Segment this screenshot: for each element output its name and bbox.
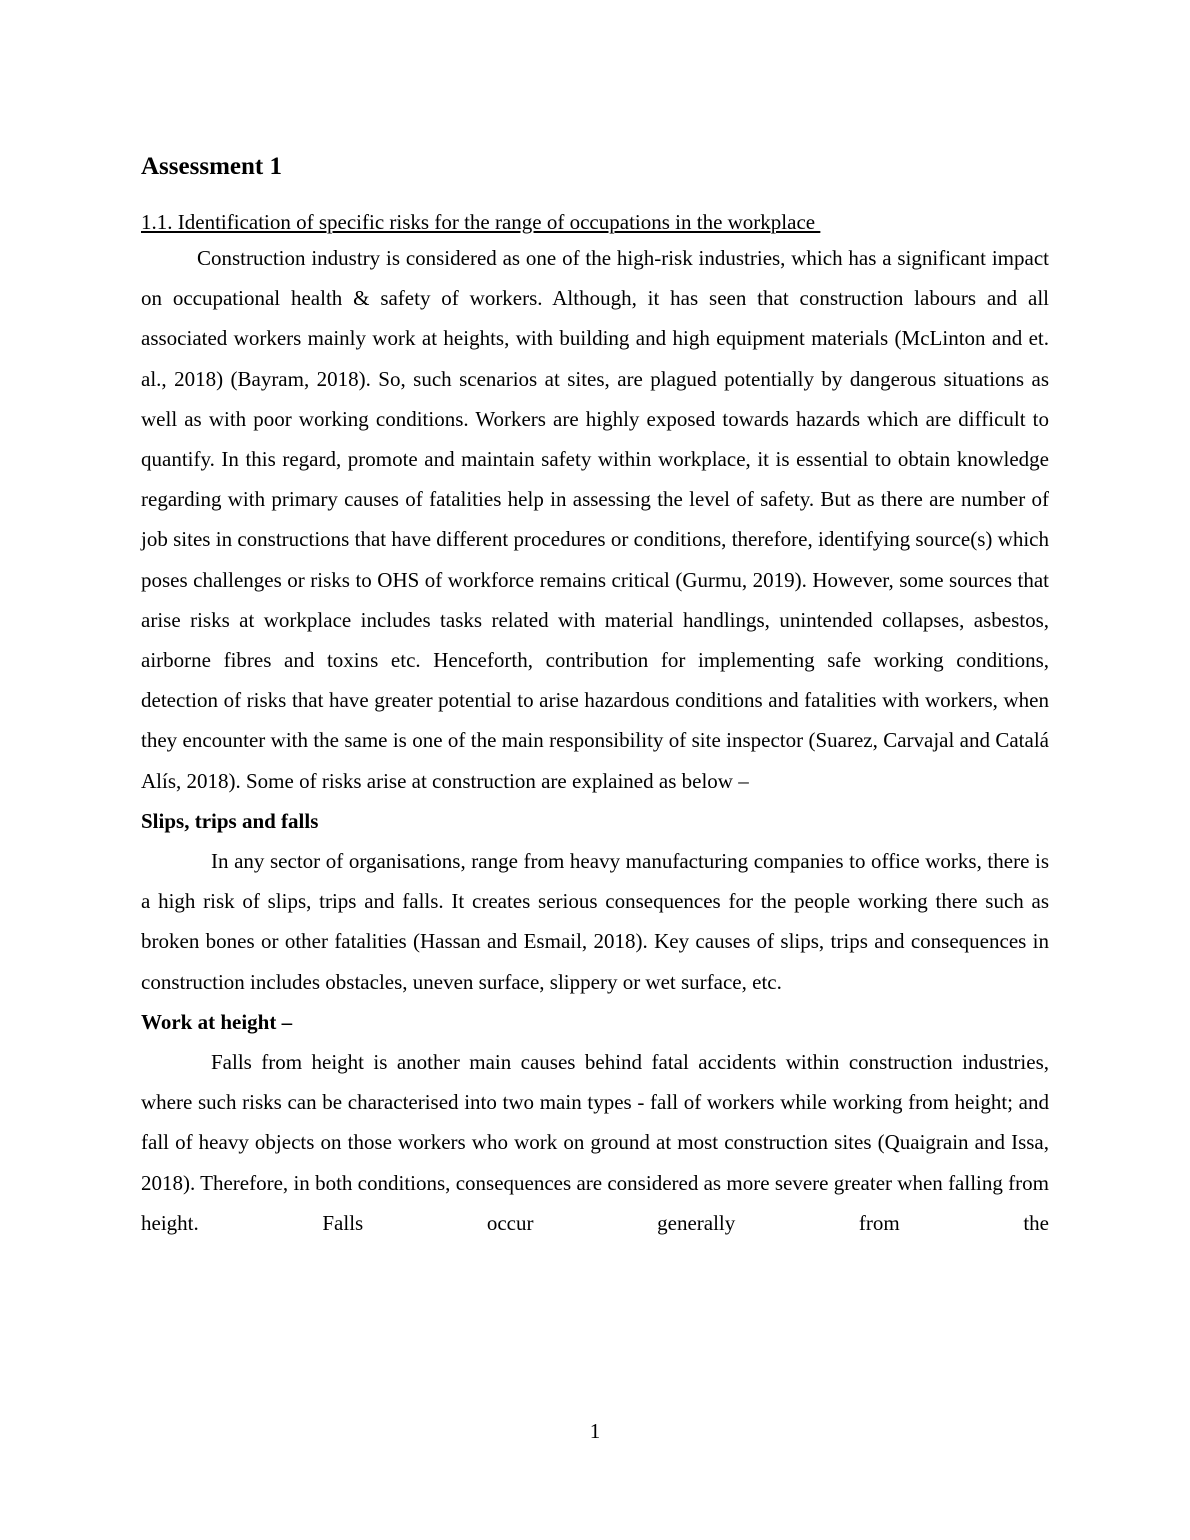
- page-content: [141, 150, 1049, 1243]
- work-at-height-paragraph: Falls from height is another main causes behind fatal accidents within construction industries, where such risks can be characterised into two main types - fall of workers while working from height; and fall of heavy objects on those workers who work on ground at most construction sites (Quaigrain and Issa, 2018). Therefore, in both conditions, consequences are considered as more severe greater when falling from height. Falls occur generally from the: [141, 1050, 1049, 1235]
- slips-trips-falls-paragraph: In any sector of organisations, range from heavy manufacturing companies to office works, there is a high risk of slips, trips and falls. It creates serious consequences for the people working there such as broken bones or other fatalities (Hassan and Esmail, 2018). Key causes of slips, trips and consequences in construction includes obstacles, uneven surface, slippery or wet surface, etc.: [141, 849, 1049, 994]
- intro-paragraph: Construction industry is considered as one of the high-risk industries, which has a significant impact on occupational health & safety of workers. Although, it has seen that construction labours and all associated workers mainly work at heights, with building and high equipment materials (McLinton and et. al., 2018) (Bayram, 2018). So, such scenarios at sites, are plagued potentially by dangerous situations as well as with poor working conditions. Workers are highly exposed towards hazards which are difficult to quantify. In this regard, promote and maintain safety within workplace, it is essential to obtain knowledge regarding with primary causes of fatalities help in assessing the level of safety. But as there are number of job sites in constructions that have different procedures or conditions, therefore, identifying source(s) which poses challenges or risks to OHS of workforce remains critical (Gurmu, 2019). However, some sources that arise risks at workplace includes tasks related with material handlings, unintended collapses, asbestos, airborne fibres and toxins etc. Henceforth, contribution for implementing safe working conditions, detection of risks that have greater potential to arise hazardous conditions and fatalities with workers, when they encounter with the same is one of the main responsibility of site inspector (Suarez, Carvajal and Catalá Alís, 2018). Some of risks arise at construction are explained as below –: [141, 246, 1049, 793]
- page-number: 1: [589, 1419, 601, 1443]
- subheading-slips-trips-falls: Slips, trips and falls: [141, 808, 319, 833]
- subheading-work-at-height: Work at height –: [141, 1009, 293, 1034]
- document-title: Assessment 1: [141, 153, 282, 180]
- section-heading: 1.1. Identification of specific risks for the range of occupations in the workplace: [141, 210, 821, 234]
